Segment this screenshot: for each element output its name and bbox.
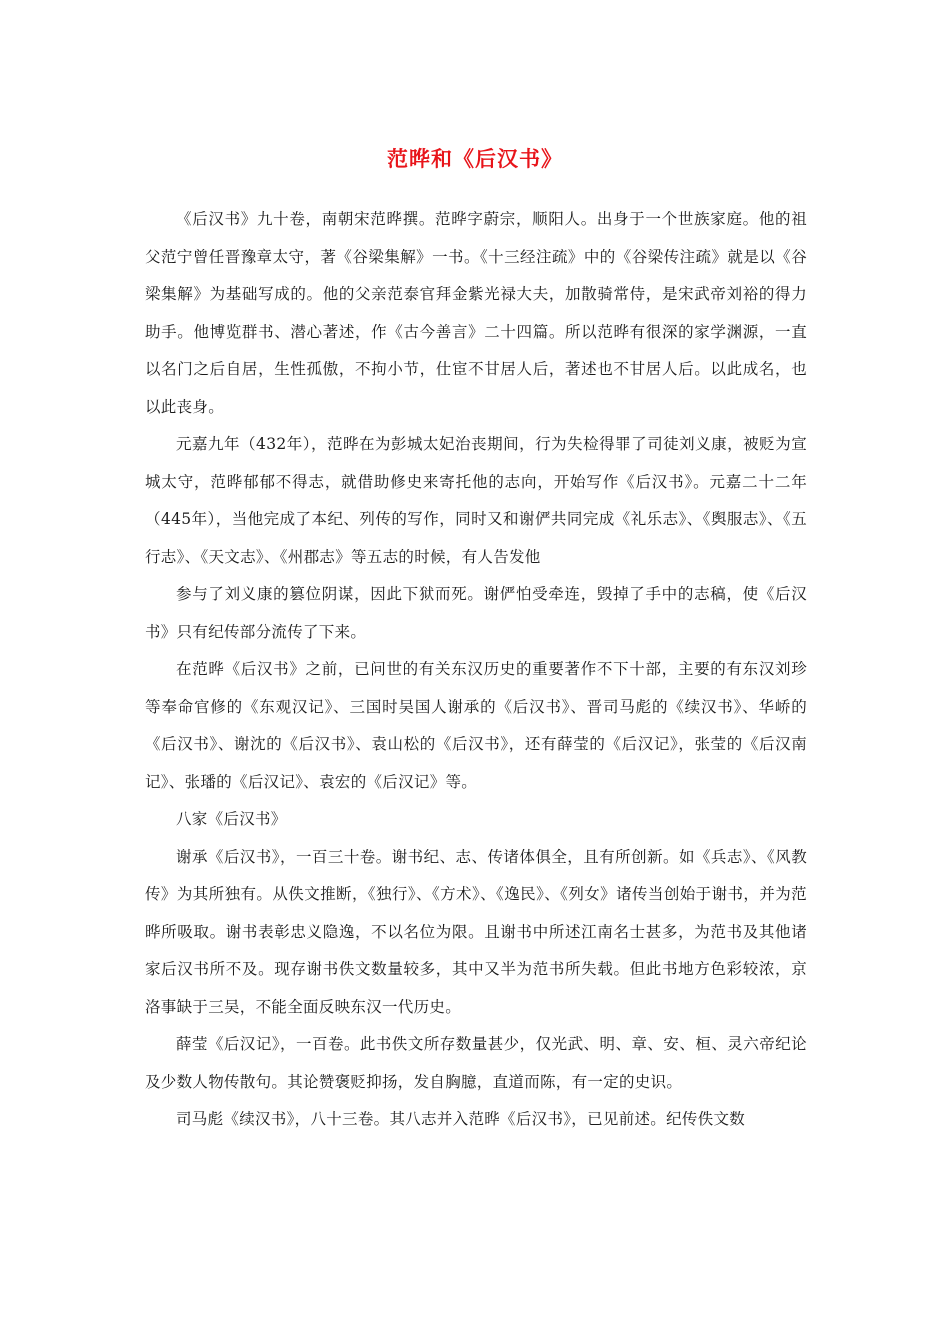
document-title: 范晔和《后汉书》 [387, 146, 563, 171]
paragraph: 在范晔《后汉书》之前，已问世的有关东汉历史的重要著作不下十部，主要的有东汉刘珍等奉命官修的《东观汉记》、三国时吴国人谢承的《后汉书》、晋司马彪的《续汉书》、华峤的《后汉书》、谢沈的《后汉书》、袁山松的《后汉书》，还有薛莹的《后汉记》，张莹的《后汉南记》、张璠的《后汉记》、袁宏的《后汉记》等。 [145, 660, 807, 791]
section-heading: 八家《后汉书》 [176, 810, 287, 828]
paragraph: 参与了刘义康的篡位阴谋，因此下狱而死。谢俨怕受牵连，毁掉了手中的志稿，使《后汉书》只有纪传部分流传了下来。 [145, 585, 807, 641]
paragraph: 司马彪《续汉书》，八十三卷。其八志并入范晔《后汉书》，已见前述。纪传佚文数 [176, 1110, 746, 1128]
paragraph: 元嘉九年（432年），范晔在为彭城太妃治丧期间，行为失检得罪了司徒刘义康，被贬为宣城太守，范晔郁郁不得志，就借助修史来寄托他的志向，开始写作《后汉书》。元嘉二十二年（445年），当他完成了本纪、列传的写作，同时又和谢俨共同完成《礼乐志》、《舆服志》、《五行志》、《天文志》、《州郡志》等五志的时候，有人告发他 [145, 435, 807, 566]
paragraph: 《后汉书》九十卷，南朝宋范晔撰。范晔字蔚宗，顺阳人。出身于一个世族家庭。他的祖父范宁曾任晋豫章太守，著《谷梁集解》一书。《十三经注疏》中的《谷梁传注疏》就是以《谷梁集解》为基础写成的。他的父亲范泰官拜金紫光禄大夫，加散骑常侍，是宋武帝刘裕的得力助手。他博览群书、潜心著述，作《古今善言》二十四篇。所以范晔有很深的家学渊源，一直以名门之后自居，生性孤傲，不拘小节，仕宦不甘居人后，著述也不甘居人后。以此成名，也以此丧身。 [145, 210, 807, 416]
paragraph: 薛莹《后汉记》，一百卷。此书佚文所存数量甚少，仅光武、明、章、安、桓、灵六帝纪论及少数人物传散句。其论赞褒贬抑扬，发自胸臆，直道而陈，有一定的史识。 [145, 1035, 807, 1091]
document-body [145, 201, 807, 1139]
paragraph: 谢承《后汉书》，一百三十卷。谢书纪、志、传诸体俱全，且有所创新。如《兵志》、《风教传》为其所独有。从佚文推断，《独行》、《方术》、《逸民》、《列女》诸传当创始于谢书，并为范晔所吸取。谢书表彰忠义隐逸，不以名位为限。且谢书中所述江南名士甚多，为范书及其他诸家后汉书所不及。现存谢书佚文数量较多，其中又半为范书所失载。但此书地方色彩较浓，京洛事缺于三吴，不能全面反映东汉一代历史。 [145, 847, 807, 1016]
